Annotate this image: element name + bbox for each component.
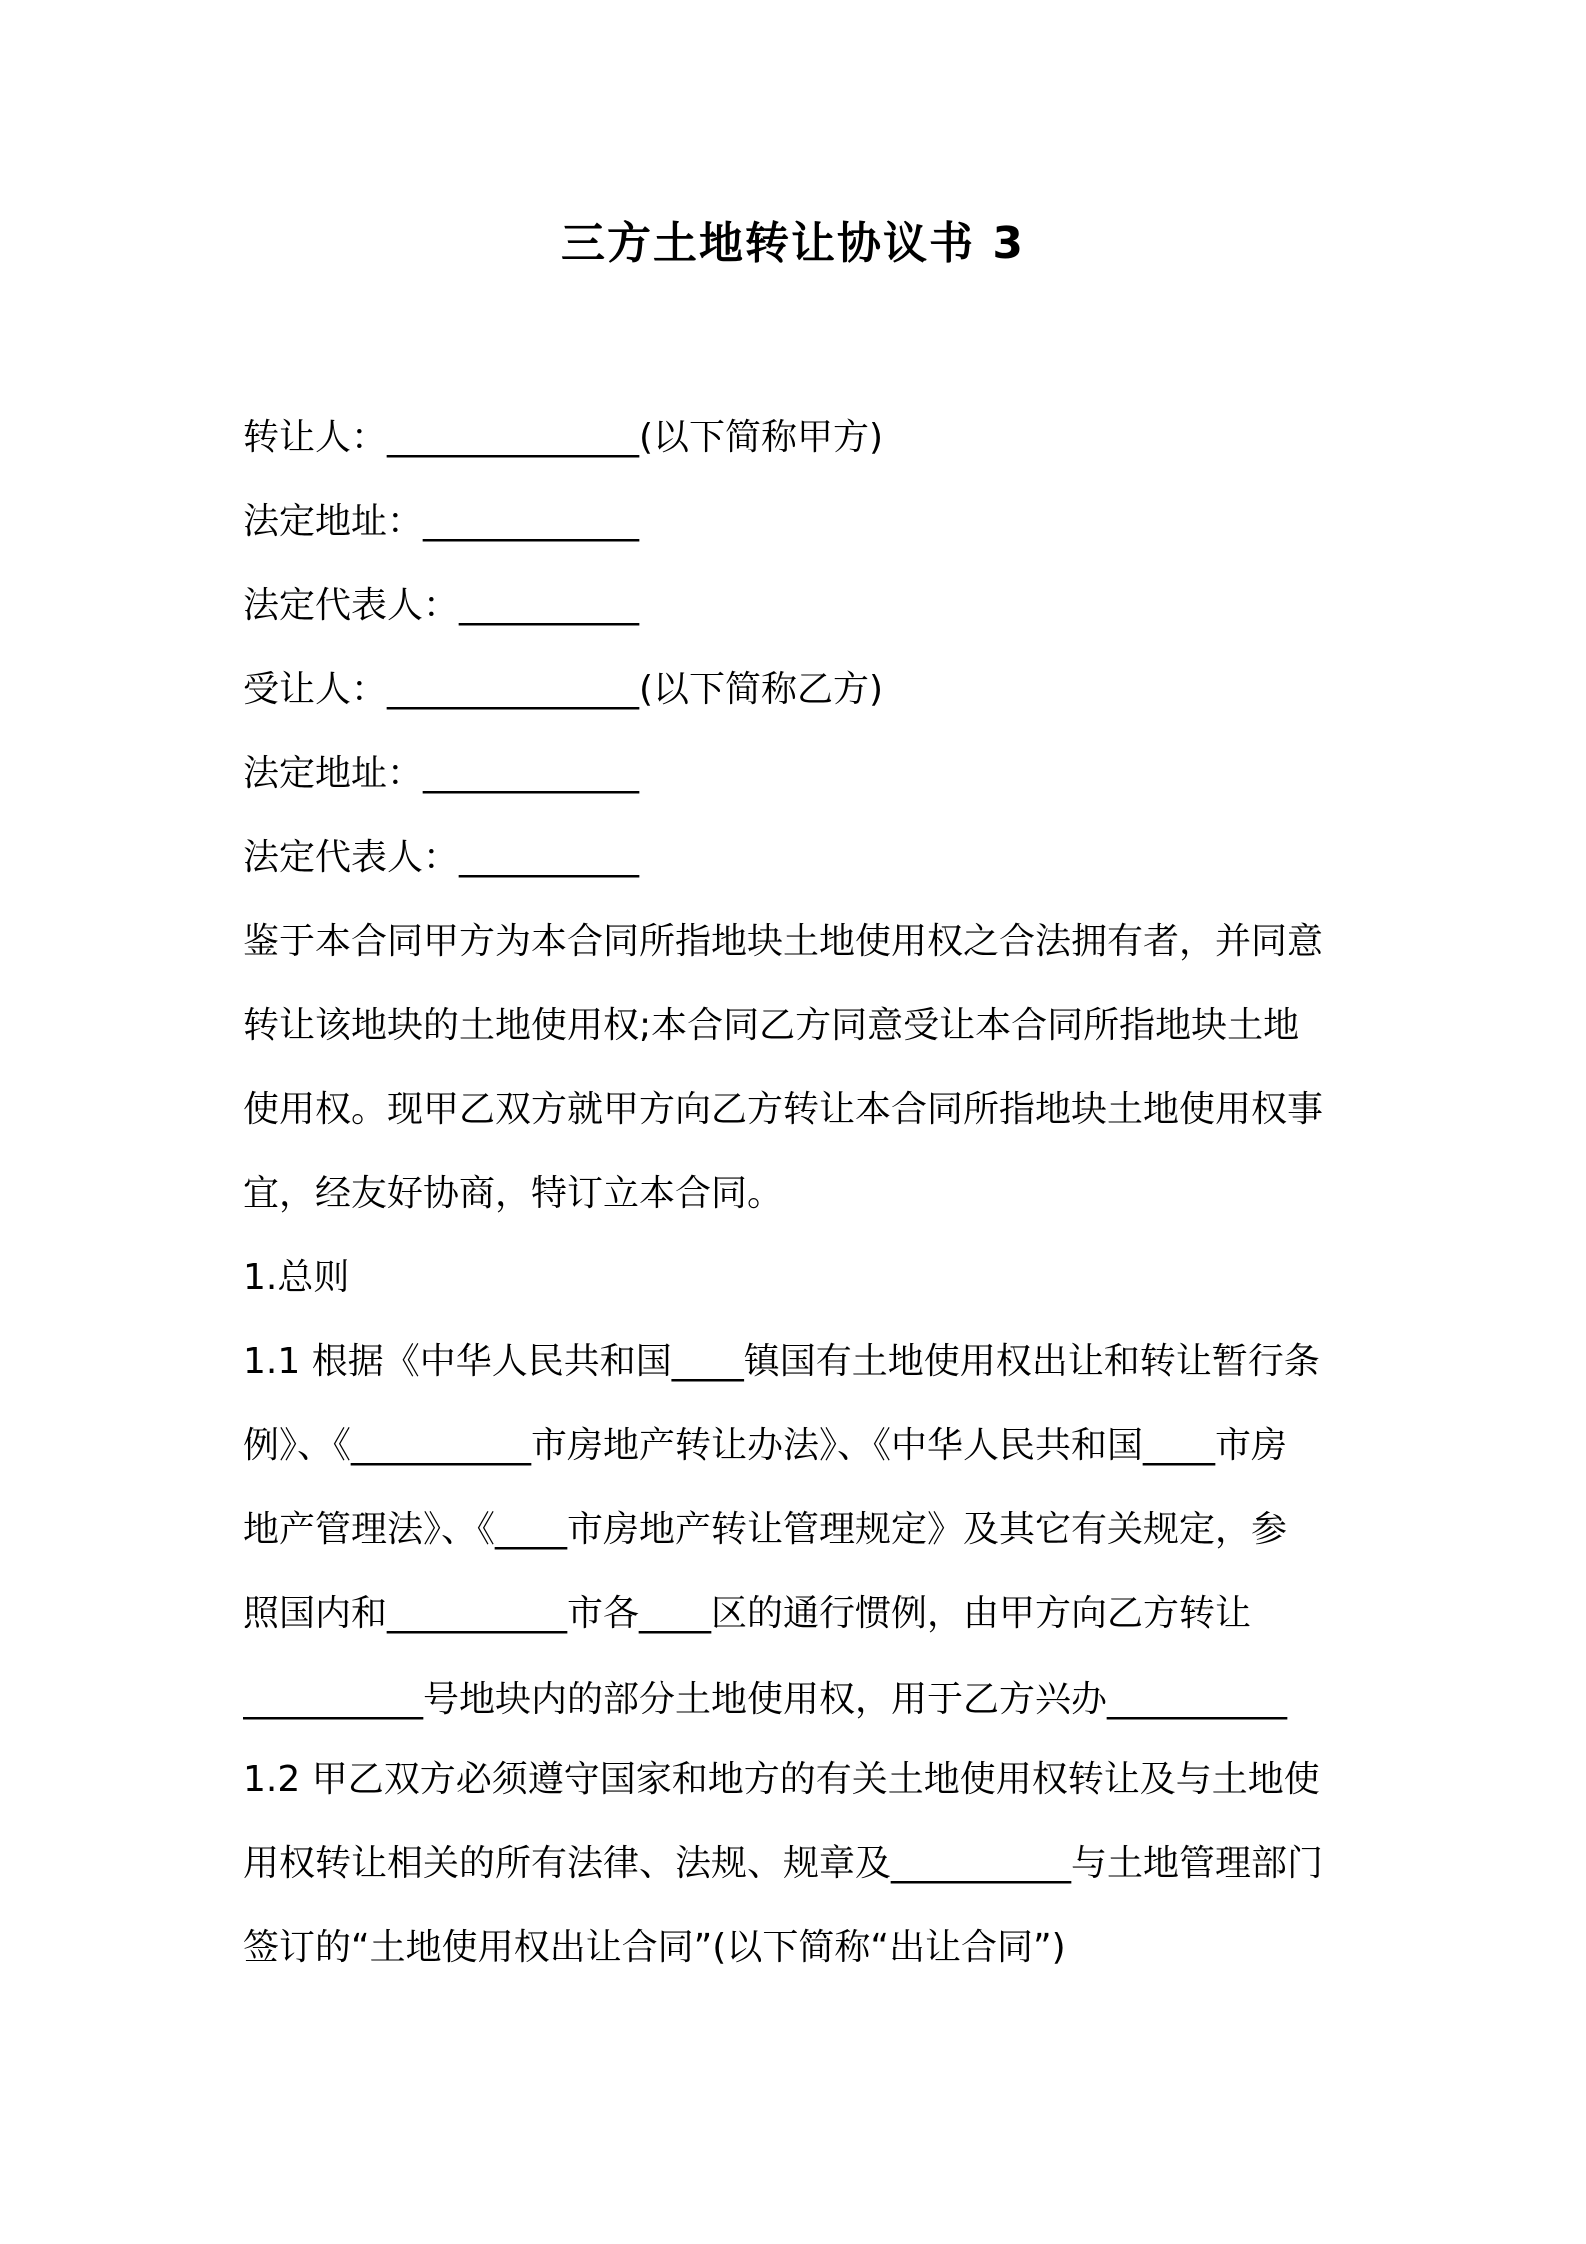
transferee-line: 受让人：______________(以下简称乙方) (243, 669, 884, 710)
clause-1-2-line-1: 1.2 甲乙双方必须遵守国家和地方的有关土地使用权转让及与土地使 (243, 1759, 1320, 1800)
preamble-line-1: 鉴于本合同甲方为本合同所指地块土地使用权之合法拥有者，并同意 (243, 921, 1324, 962)
clause-1-1-line-3: 地产管理法》、《____市房地产转让管理规定》及其它有关规定，参 (243, 1509, 1288, 1550)
clause-1-2-line-3: 签订的“土地使用权出让合同”(以下简称“出让合同”) (243, 1927, 1066, 1968)
clause-1-1-line-5: __________号地块内的部分土地使用权，用于乙方兴办__________ (243, 1679, 1288, 1720)
clause-1-2-line-2: 用权转让相关的所有法律、法规、规章及__________与土地管理部门 (243, 1843, 1324, 1884)
transferor-line: 转让人：______________(以下简称甲方) (243, 417, 884, 458)
section-heading-general: 1.总则 (243, 1257, 350, 1298)
clause-1-1-line-4: 照国内和__________市各____区的通行惯例，由甲方向乙方转让 (243, 1593, 1252, 1634)
transferee-representative-line: 法定代表人：__________ (243, 837, 640, 878)
clause-1-1-line-2: 例》、《__________市房地产转让办法》、《中华人民共和国____市房 (243, 1425, 1288, 1466)
preamble-line-4: 宜，经友好协商，特订立本合同。 (243, 1173, 784, 1214)
preamble-line-3: 使用权。现甲乙双方就甲方向乙方转让本合同所指地块土地使用权事 (243, 1089, 1324, 1130)
transferor-representative-line: 法定代表人：__________ (243, 585, 640, 626)
transferee-address-line: 法定地址：____________ (243, 753, 640, 794)
preamble-line-2: 转让该地块的土地使用权;本合同乙方同意受让本合同所指地块土地 (243, 1005, 1300, 1046)
transferor-address-line: 法定地址：____________ (243, 501, 640, 542)
clause-1-1-line-1: 1.1 根据《中华人民共和国____镇国有土地使用权出让和转让暂行条 (243, 1341, 1320, 1382)
document-title: 三方土地转让协议书 3 (561, 218, 1025, 269)
